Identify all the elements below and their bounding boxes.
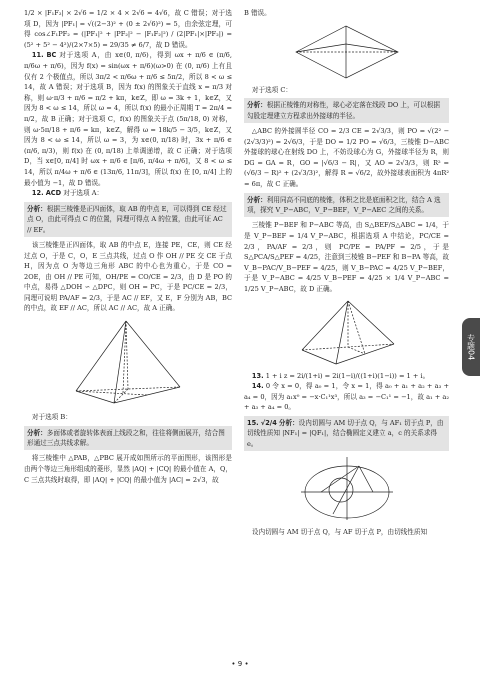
question-number: 14.	[251, 382, 264, 391]
analysis-text: 根据正棱锥的对称性，球心必定落在线段 DO 上，可以根据勾股定理建立方程求出外接球的半径。	[247, 101, 440, 120]
edge-PA	[302, 301, 348, 350]
analysis-text: 利用同高不同底的棱锥，体积之比是底面积之比，结合 A 选项，探究 V_P−ABC，V_P−BEF，V_P−AEC 之间的关系。	[247, 195, 441, 214]
analysis-box	[244, 98, 449, 123]
line-PE	[126, 321, 128, 389]
question-number: 12.	[31, 189, 44, 198]
tetrahedron-figure-2	[292, 298, 402, 368]
right-column	[244, 8, 449, 538]
paragraph: 设内切圆与 AM 切于点 Q，与 AF 切于点 P，由切线性质知	[251, 528, 428, 537]
analysis-box	[24, 426, 232, 451]
edge-PC	[336, 301, 348, 364]
answer: BC	[46, 51, 57, 60]
analysis-text: 设内切圆与 AM 切于点 Q，与 AF₁ 切于点 P，由切线性质知 |NF₁| = |QF₁|，结合椭圆定义建立 a，c 的关系求得 e。	[247, 418, 444, 448]
edge-AC	[302, 350, 336, 364]
line-EC	[114, 389, 128, 403]
solution-text: 对于选项 A，由 x∈(0, π/6)，得到 ωx + π/6 ∈ (π/6, π/6ω + π/6)，因为 f(x) = sin(ωx + π/6)(ω>0) 在 (0, π/6) 上有且仅有 2 个极值点，所以 3π/2 < π/6ω + π/6 ≤ 5π/2，所以 8 < ω ≤ 14，故 A 错误；对于选项 B，因为 f(x) 的图象关于直线 x = π/3 对称，则 ω·π/3 + π/6 = π/2 + kπ，k∈Z，即 ω = 3k + 1，k∈Z，又因为 8 < ω ≤ 14，所以 ω = 4，所以 f(x) 的最小正周期 T = 2π/4 = π/2，故 B 正确；对于选项 C，f(x) 的图象关于点 (5π/18, 0) 对称，则 ω·5π/18 + π/6 = kπ，k∈Z，解得 ω = 18k/5 − 3/5，k∈Z，又因为 8 < ω ≤ 14，所以 ω = 3，为 x∈(0, π/18) 时，3x + π/6 ∈ (π/6, π/3)，则 f(x) 在 (0, π/18) 上单调递增，故 C 正确；对于选项 D，当 x∈[0, π/4] 时 ωx + π/6 ∈ [π/6, π/4ω + π/6]，又 8 < ω ≤ 14，所以 π/4ω + π/6 ∈ (13π/6, 11π/3]，所以 f(x) 在 [0, π/4] 上的最小值为 −1，故 D 错误。	[24, 51, 232, 187]
paragraph: 三棱锥 P−BEF 和 P−ABC 等高，由 S△BEF/S△ABC = 1/4，于是 V_P−BEF = 1/4 V_P−ABC，根据选项 A 中结论，PC/CE = 2/3，PA/AF = 2/3，则 PC/PE = PA/PF = 2/5，于是 S△PCA/S△PEF = 4/25，注意到三棱锥 B−PEF 和 B−PA 等高，故 V_B−PAC/V_B−PEF = 4/25，则 V_B−PAC = 4/25 V_P−BEF，于是 V_P−ABC = 4/25 V_B−PEF = 4/25 × 1/4 V_P−ABC = 1/25 V_P−ABC，故 D 正确。	[244, 221, 449, 293]
analysis-label: 分析：	[27, 204, 47, 213]
chapter-side-tab: 专题04	[462, 318, 480, 376]
solution-text: 对于选项 A：	[63, 189, 104, 198]
line-F1-A	[321, 466, 359, 492]
line-EF	[348, 347, 365, 354]
analysis-box-15	[244, 416, 449, 451]
paragraph: B 错误。	[244, 9, 271, 17]
analysis-box	[24, 202, 232, 237]
analysis-label: 分析：	[247, 101, 267, 110]
line-AM	[333, 466, 359, 514]
answer: 1 + i	[265, 371, 282, 380]
analysis-label: 分析：	[27, 428, 47, 437]
question-number: 11.	[31, 51, 44, 60]
question-14	[244, 381, 449, 413]
tetrahedron-figure-1	[68, 317, 188, 409]
question-number: 13.	[251, 371, 264, 380]
analysis-text: 多面体或者旋转体表面上线段之和，往往将侧面展开，结合图形通过三点共线求解。	[27, 428, 225, 448]
paragraph: △ABC 的外接圆半径 CO = 2/3 CE = 2√3/3，则 PO = √(2² − (2√3/3)²) = 2√6/3，于是 DO = 1/2 PO = √6/3，三棱锥 D−ABC 外接球的球心在射线 DO 上，不妨设球心为 G，外接球半径为 R，则 DG = GA = R，GO = |√6/3 − R|，又 AO = 2√3/3，则 R² = (√6/3 − R)² + (2√3/3)²，解得 R = √6/2，故外接球表面积为 4πR² = 6π，故 C 正确。	[244, 127, 449, 188]
left-column	[24, 8, 232, 485]
analysis-label: 分析：	[247, 195, 267, 204]
caption: 对于选项 B：	[31, 413, 72, 422]
paragraph: 将三棱锥中 △PAB，△PBC 展开成如图所示的平面图形，该图形是由两个等边三角形组成的菱形，显然 |AQ| + |CQ| 的最小值在 A，Q，C 三点共线时取得，即 |AQ| + |CQ| 的最小值为 |AC| = 2√3，故	[24, 454, 232, 484]
answer: 0	[265, 382, 271, 391]
question-11	[24, 50, 232, 188]
answer: √2/4	[260, 418, 277, 427]
question-12	[24, 188, 232, 199]
solution-text: z = 2i/(1+i) = 2i(1−i)/((1+i)(1−i)) = 1 + i。	[283, 371, 430, 380]
analysis-label: 分析：	[278, 418, 299, 427]
rhombus-figure	[288, 22, 406, 82]
caption: 对于选项 C：	[251, 85, 293, 94]
paragraph: 1/2 × |F₁F₂| × 2√6 = 1/2 × 4 × 2√6 = 4√6，故 C 错误；对于选项 D，因为 |PF₁| = √((2−3)² + (0 ± 2√6)²) = 5，由余弦定理，可得 cos∠F₁PF₂ = (|PF₁|² + |PF₂|² − |F₁F₂|²) / (2|PF₁|×|PF₂|) = (5² + 5² − 4²)/(2×7×5) = 29/35 ≠ 6/7，故 D 错误。	[24, 9, 232, 49]
analysis-box	[244, 193, 449, 218]
analysis-text: 根据三棱锥是正四面体，取 AB 的中点 E，可以得到 CE 经过点 O，由此可得点 C 的位置，同理可得点 A 的位置，由此可证 AC // EF。	[27, 204, 227, 234]
inscribed-circle	[329, 478, 353, 502]
ellipse-incircle-figure	[297, 454, 397, 524]
line-A-F2	[359, 466, 373, 492]
question-number: 15.	[247, 418, 259, 427]
solution-text: 令 x = 0，得 a₀ = 1，令 x = 1，得 a₀ + a₁ + a₂ + a₃ + a₄ = 0，因为 a₁x⁰ = −x·C₁¹x³，所以 a₃ = −C₁¹ = −1，故 a₁ + a₂ + a₃ + a₄ = 0。	[244, 382, 449, 412]
answer: ACD	[45, 189, 62, 198]
paragraph: 该三棱锥是正四面体，取 AB 的中点 E，连接 PE，CE，则 CE 经过点 O，于是 C，O，E 三点共线，过点 O 作 OH // PE 交 CE 于点 H，因为点 O 为等边三角形 ABC 的中心也为重心，于是 CO = 2OE，由 OH // PE 可知，OH/PE = CO/CE = 2/3，由 D 是 PO 的中点，易得 △DOH ∽ △DPC，则 OH = PC，于是 PC/CE = 2/3，同理可说明 PA/AF = 2/3，于是 AC // EF，又 E，F 分别为 AB，BC 的中点，故 EF // AC，所以 AC // AC，故 A 正确。	[24, 240, 232, 313]
page-number: • 9 •	[231, 660, 249, 668]
edge-PB	[126, 321, 180, 387]
edge-PA	[76, 321, 126, 391]
edge-PC	[114, 321, 126, 403]
question-13	[244, 371, 449, 382]
